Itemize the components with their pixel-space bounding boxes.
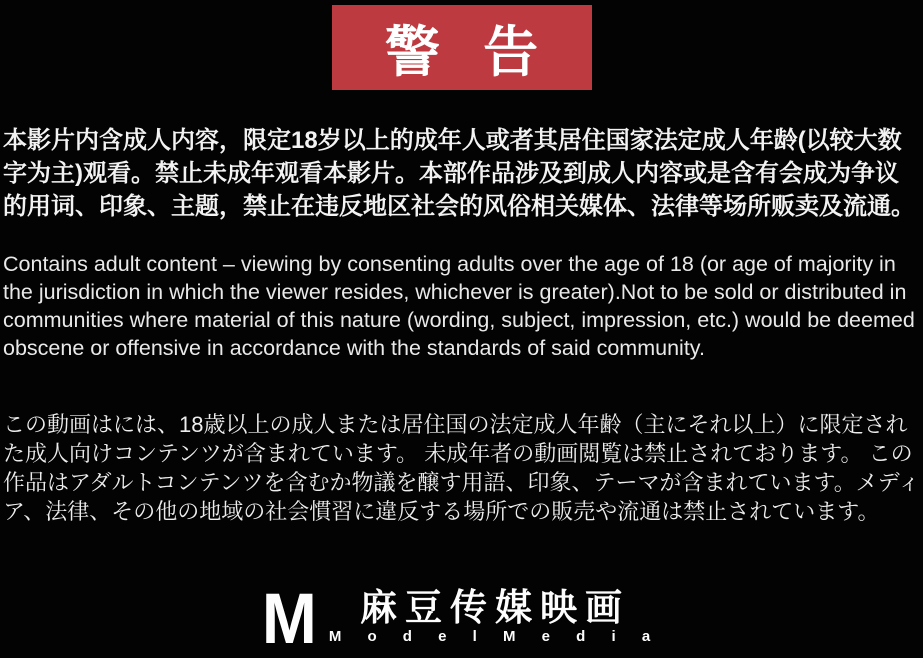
disclaimer-english: Contains adult content – viewing by consenting adults over the age of 18 (or age of majority in the jurisdiction in which the viewer resides, whichever is greater).Not to be sold or distributed in communities where material of this nature (wording, subject, impression, etc.) would be deemed obscene or offensive in accordance with the standards of said community. (3, 251, 915, 360)
disclaimer-japanese: この動画はには、18歳以上の成人または居住国の法定成人年齢（主にそれ以上）に限定された成人向けコンテンツが含まれています。 未成年者の動画閲覧は禁止されております。 この作品はアダルトコンテンツを含むか物議を醸す用語、印象、テーマが含まれています。メディア、法律、その他の地域の社会慣習に違反する場所での販売や流通は禁止されています。 (3, 412, 920, 524)
warning-banner (332, 5, 592, 90)
logo-brand-english: M o d e l M e d i a (328, 628, 662, 645)
logo-wordmark (329, 589, 661, 645)
logo-brand-chinese: 麻豆传媒映画 (359, 587, 630, 629)
warning-banner-title: 警 告 (384, 21, 553, 83)
disclaimer-chinese: 本影片内含成人内容，限定18岁以上的成年人或者其居住国家法定成人年龄(以较大数字为主)观看。禁止未成年观看本影片。本部作品涉及到成人内容或是含有会成为争议的用词、印象、主题，禁止在违反地区社会的风俗相关媒体、法律等场所贩卖及流通。 (3, 127, 915, 220)
logo-m-monogram: M (261, 577, 317, 658)
studio-logo (261, 577, 662, 658)
